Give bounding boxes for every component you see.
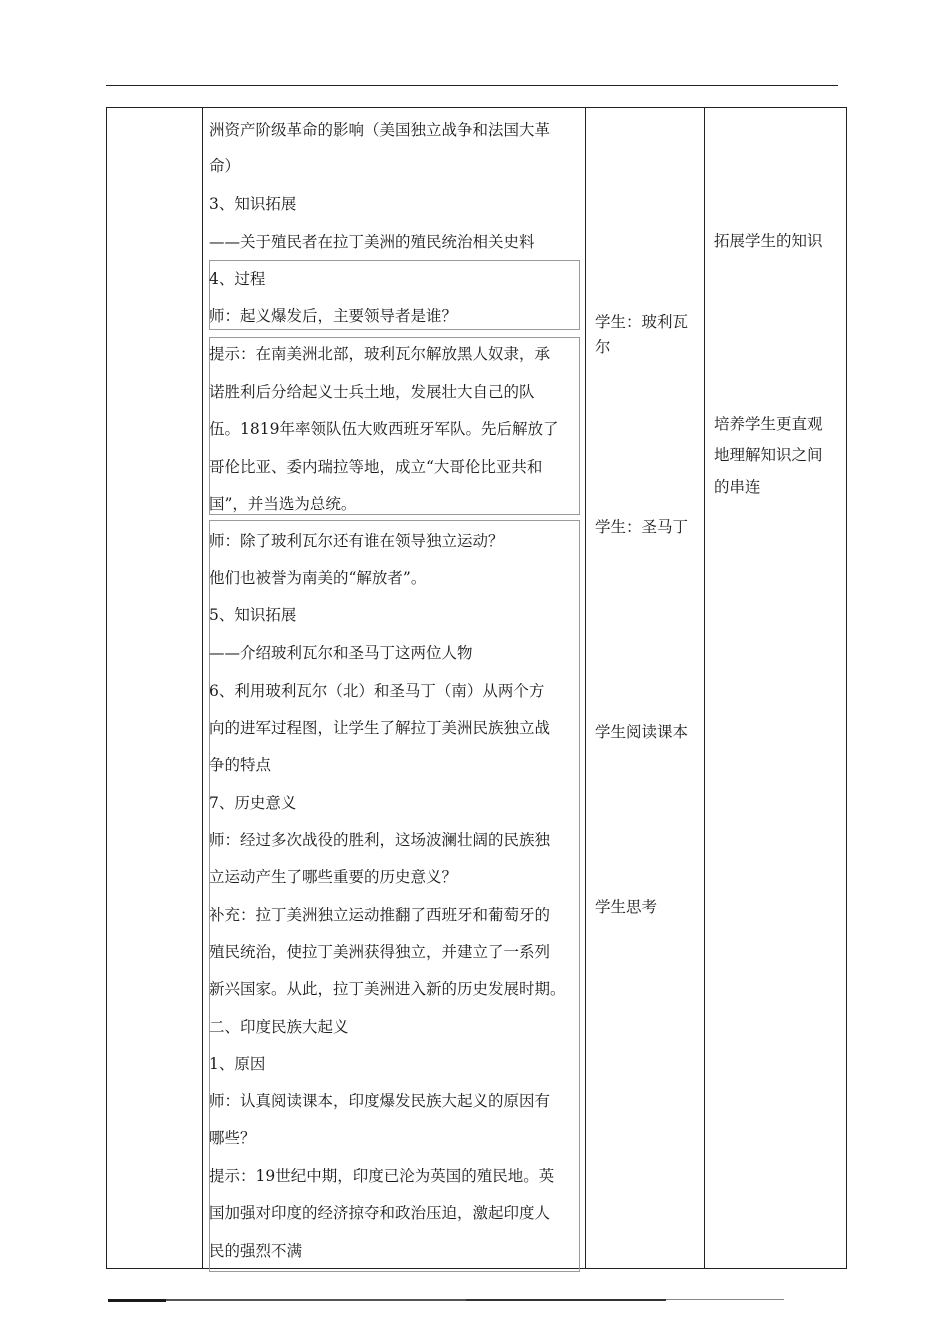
column-divider xyxy=(202,108,203,1268)
body-line: 命） xyxy=(209,157,241,175)
student-activity-text: 尔 xyxy=(595,338,611,356)
body-line: 殖民统治，使拉丁美洲获得独立，并建立了一系列 xyxy=(209,943,551,961)
body-line: 提示：19世纪中期，印度已沦为英国的殖民地。英 xyxy=(209,1167,555,1185)
body-line: 伍。1819年率领队伍大败西班牙军队。先后解放了 xyxy=(209,420,559,438)
design-intent-text: 拓展学生的知识 xyxy=(714,232,823,250)
body-line: 争的特点 xyxy=(209,756,272,774)
column-divider xyxy=(704,108,705,1268)
body-line: 7、历史意义 xyxy=(209,794,297,812)
body-line: 师：经过多次战役的胜利，这场波澜壮阔的民族独 xyxy=(209,831,551,849)
body-line: 国加强对印度的经济掠夺和政治压迫，激起印度人 xyxy=(209,1204,551,1222)
header-rule xyxy=(106,85,838,86)
body-line: 6、利用玻利瓦尔（北）和圣马丁（南）从两个方 xyxy=(209,682,545,700)
column-divider xyxy=(585,108,586,1268)
body-line: 补充：拉丁美洲独立运动推翻了西班牙和葡萄牙的 xyxy=(209,906,551,924)
body-line: 提示：在南美洲北部，玻利瓦尔解放黑人奴隶，承 xyxy=(209,345,551,363)
body-line: ——关于殖民者在拉丁美洲的殖民统治相关史料 xyxy=(209,233,535,251)
student-activity-text: 学生思考 xyxy=(595,898,658,916)
body-line: 师：认真阅读课本，印度爆发民族大起义的原因有 xyxy=(209,1092,551,1110)
body-line: 哥伦比亚、委内瑞拉等地，成立“大哥伦比亚共和 xyxy=(209,458,543,476)
body-line: 洲资产阶级革命的影响（美国独立战争和法国大革 xyxy=(209,121,551,139)
body-line: 哪些？ xyxy=(209,1129,256,1147)
text-frame xyxy=(209,520,580,1272)
body-line: 向的进军过程图，让学生了解拉丁美洲民族独立战 xyxy=(209,719,551,737)
design-intent-text: 的串连 xyxy=(714,478,761,496)
body-line: 新兴国家。从此，拉丁美洲进入新的历史发展时期。 xyxy=(209,980,566,998)
body-line: 立运动产生了哪些重要的历史意义？ xyxy=(209,868,458,886)
lesson-table xyxy=(106,107,847,1269)
body-line: 民的强烈不满 xyxy=(209,1242,303,1260)
body-line: 国”，并当选为总统。 xyxy=(209,495,357,513)
body-line: 师：起义爆发后，主要领导者是谁？ xyxy=(209,307,458,325)
body-line: 他们也被誉为南美的“解放者”。 xyxy=(209,569,427,587)
body-line: 二、印度民族大起义 xyxy=(209,1018,349,1036)
body-line: 诺胜利后分给起义士兵土地，发展壮大自己的队 xyxy=(209,383,535,401)
body-line: 3、知识拓展 xyxy=(209,195,297,213)
body-line: 5、知识拓展 xyxy=(209,606,297,624)
body-line: 师：除了玻利瓦尔还有谁在领导独立运动？ xyxy=(209,532,504,550)
body-line: 1、原因 xyxy=(209,1055,266,1073)
student-activity-text: 学生阅读课本 xyxy=(595,723,689,741)
design-intent-text: 地理解知识之间 xyxy=(714,446,823,464)
body-line: 4、过程 xyxy=(209,270,266,288)
design-intent-text: 培养学生更直观 xyxy=(714,415,823,433)
student-activity-text: 学生：圣马丁 xyxy=(595,518,689,536)
student-activity-text: 学生：玻利瓦 xyxy=(595,313,689,331)
body-line: ——介绍玻利瓦尔和圣马丁这两位人物 xyxy=(209,644,473,662)
